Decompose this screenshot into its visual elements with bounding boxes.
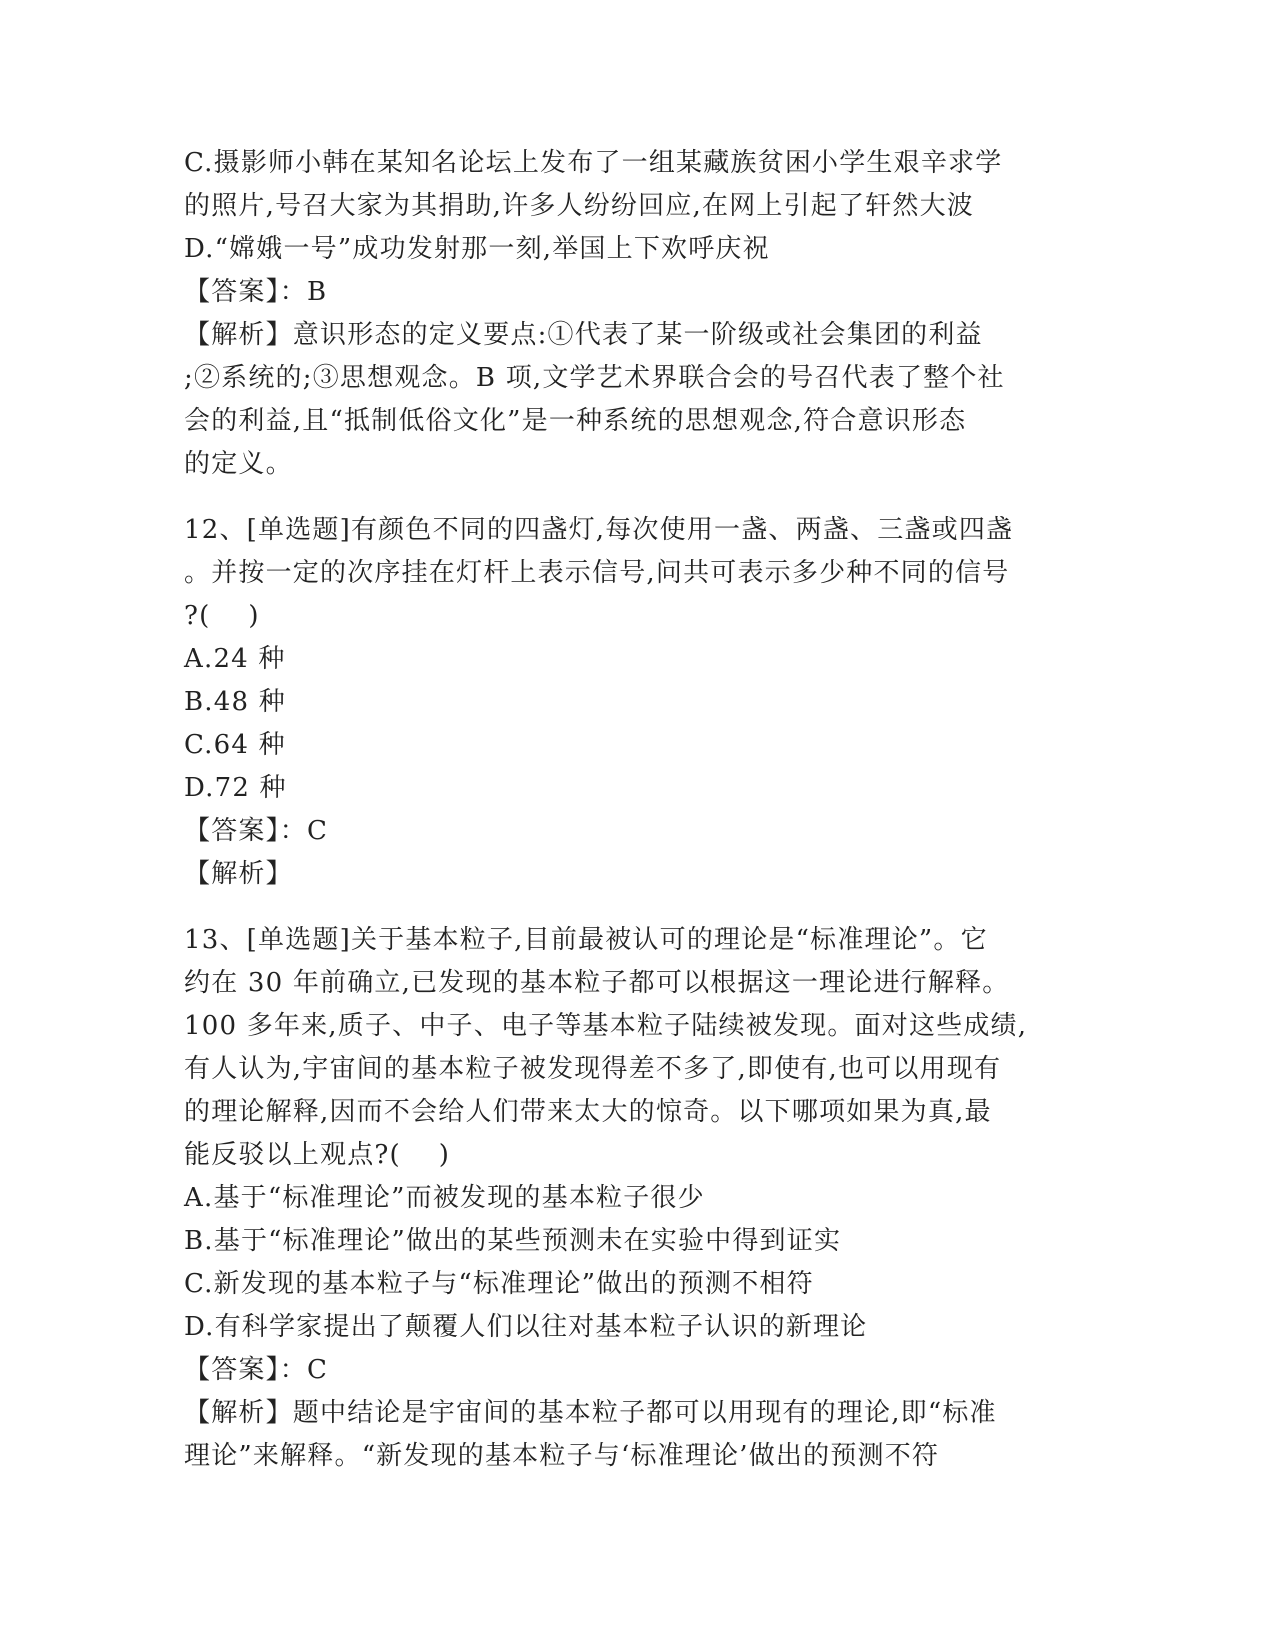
question-stem-line: 100 多年来,质子、中子、电子等基本粒子陆续被发现。面对这些成绩, xyxy=(184,1011,1028,1041)
question-stem-line: 12、[单选题]有颜色不同的四盏灯,每次使用一盏、两盏、三盏或四盏 xyxy=(184,515,1014,545)
previous-question-block xyxy=(184,142,1084,486)
option-c: C.64 种 xyxy=(184,730,286,760)
analysis-line-3: 会的利益,且“抵制低俗文化”是一种系统的思想观念,符合意识形态 xyxy=(184,406,967,436)
analysis-line: 【解析】 xyxy=(184,859,293,889)
answer-line: 【答案】：B xyxy=(184,277,328,307)
question-stem-line: 能反驳以上观点?( ) xyxy=(184,1140,451,1170)
option-b: B.基于“标准理论”做出的某些预测未在实验中得到证实 xyxy=(184,1226,842,1256)
option-a: A.基于“标准理论”而被发现的基本粒子很少 xyxy=(184,1183,705,1213)
option-c-line-1: C.摄影师小韩在某知名论坛上发布了一组某藏族贫困小学生艰辛求学 xyxy=(184,148,1003,178)
document-page xyxy=(184,142,1084,1478)
answer-line: 【答案】：C xyxy=(184,1355,329,1385)
analysis-line-1: 【解析】题中结论是宇宙间的基本粒子都可以用现有的理论,即“标准 xyxy=(184,1398,997,1428)
option-d: D.“嫦娥一号”成功发射那一刻,举国上下欢呼庆祝 xyxy=(184,234,770,264)
answer-line: 【答案】：C xyxy=(184,816,329,846)
option-c: C.新发现的基本粒子与“标准理论”做出的预测不相符 xyxy=(184,1269,814,1299)
spacer xyxy=(184,896,1084,919)
option-d: D.有科学家提出了颠覆人们以往对基本粒子认识的新理论 xyxy=(184,1312,868,1342)
question-stem-line: 的理论解释,因而不会给人们带来太大的惊奇。以下哪项如果为真,最 xyxy=(184,1097,992,1127)
analysis-line-1: 【解析】意识形态的定义要点:①代表了某一阶级或社会集团的利益 xyxy=(184,320,983,350)
question-stem-line: 。并按一定的次序挂在灯杆上表示信号,问共可表示多少种不同的信号 xyxy=(184,558,1010,588)
option-c-line-2: 的照片,号召大家为其捐助,许多人纷纷回应,在网上引起了轩然大波 xyxy=(184,191,974,221)
analysis-line-2: ;②系统的;③思想观念。B 项,文学艺术界联合会的号召代表了整个社 xyxy=(184,363,1005,393)
question-stem-line: 13、[单选题]关于基本粒子,目前最被认可的理论是“标准理论”。它 xyxy=(184,925,988,955)
spacer xyxy=(184,486,1084,509)
option-d: D.72 种 xyxy=(184,773,287,803)
option-b: B.48 种 xyxy=(184,687,286,717)
question-stem-line: 约在 30 年前确立,已发现的基本粒子都可以根据这一理论进行解释。 xyxy=(184,968,1010,998)
analysis-line-4: 的定义。 xyxy=(184,449,293,479)
question-stem-line: ?( ) xyxy=(184,601,260,631)
question-stem-line: 有人认为,宇宙间的基本粒子被发现得差不多了,即使有,也可以用现有 xyxy=(184,1054,1002,1084)
question-12 xyxy=(184,509,1084,896)
analysis-line-2: 理论”来解释。“新发现的基本粒子与‘标准理论’做出的预测不符 xyxy=(184,1441,940,1471)
question-13 xyxy=(184,919,1084,1478)
option-a: A.24 种 xyxy=(184,644,286,674)
